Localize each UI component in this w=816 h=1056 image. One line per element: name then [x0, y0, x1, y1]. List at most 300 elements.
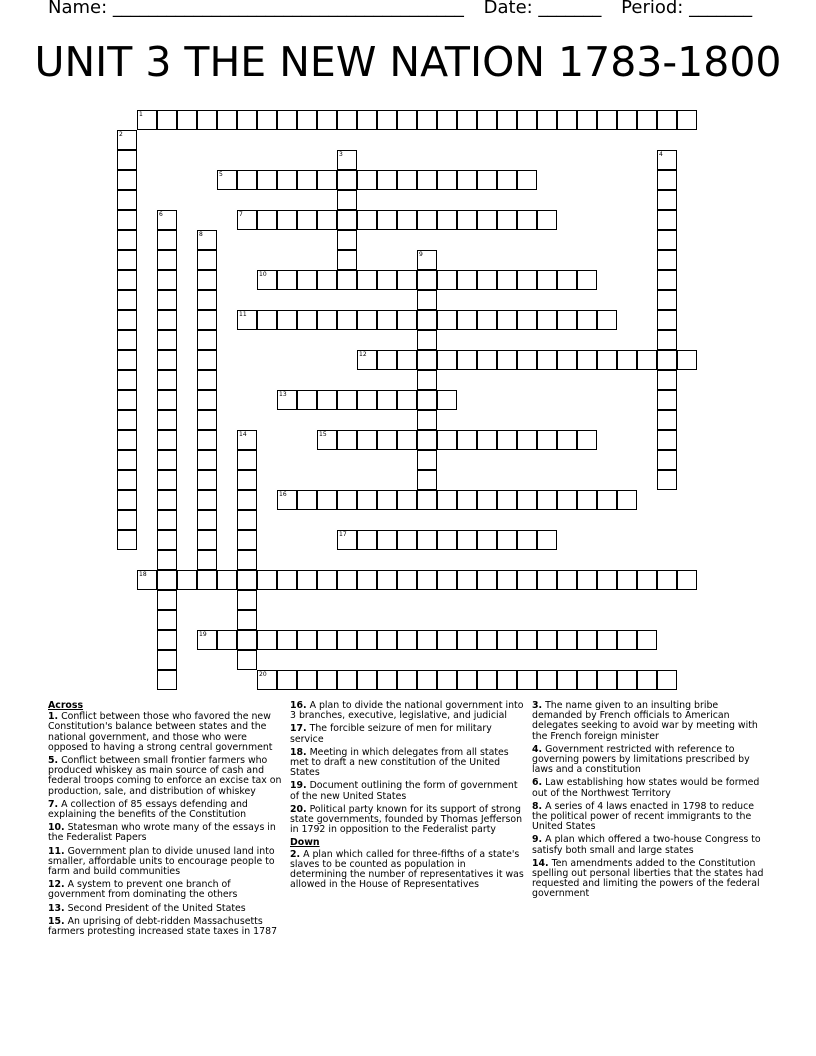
grid-cell[interactable] [277, 310, 297, 330]
grid-cell[interactable] [197, 390, 217, 410]
grid-cell[interactable] [657, 150, 677, 170]
grid-cell[interactable] [397, 210, 417, 230]
grid-cell[interactable] [157, 210, 177, 230]
grid-cell[interactable] [317, 570, 337, 590]
grid-cell[interactable] [117, 370, 137, 390]
grid-cell[interactable] [117, 130, 137, 150]
grid-cell[interactable] [197, 230, 217, 250]
grid-cell[interactable] [157, 670, 177, 690]
grid-cell[interactable] [377, 110, 397, 130]
grid-cell[interactable] [437, 430, 457, 450]
grid-cell[interactable] [497, 490, 517, 510]
grid-cell[interactable] [317, 390, 337, 410]
grid-cell[interactable] [417, 290, 437, 310]
grid-cell[interactable] [477, 430, 497, 450]
grid-cell[interactable] [277, 110, 297, 130]
grid-cell[interactable] [397, 110, 417, 130]
grid-cell[interactable] [157, 550, 177, 570]
grid-cell[interactable] [377, 490, 397, 510]
grid-cell[interactable] [517, 270, 537, 290]
grid-cell[interactable] [197, 330, 217, 350]
grid-cell[interactable] [317, 630, 337, 650]
grid-cell[interactable] [657, 370, 677, 390]
grid-cell[interactable] [157, 650, 177, 670]
grid-cell[interactable] [537, 670, 557, 690]
grid-cell[interactable] [437, 170, 457, 190]
grid-cell[interactable] [657, 570, 677, 590]
grid-cell[interactable] [317, 210, 337, 230]
grid-cell[interactable] [477, 210, 497, 230]
grid-cell[interactable] [137, 570, 157, 590]
grid-cell[interactable] [257, 570, 277, 590]
grid-cell[interactable] [277, 630, 297, 650]
grid-cell[interactable] [237, 650, 257, 670]
grid-cell[interactable] [437, 310, 457, 330]
grid-cell[interactable] [117, 490, 137, 510]
grid-cell[interactable] [657, 470, 677, 490]
grid-cell[interactable] [117, 310, 137, 330]
grid-cell[interactable] [257, 670, 277, 690]
grid-cell[interactable] [197, 270, 217, 290]
grid-cell[interactable] [537, 210, 557, 230]
grid-cell[interactable] [417, 350, 437, 370]
grid-cell[interactable] [557, 490, 577, 510]
grid-cell[interactable] [417, 670, 437, 690]
grid-cell[interactable] [117, 270, 137, 290]
grid-cell[interactable] [197, 450, 217, 470]
grid-cell[interactable] [297, 270, 317, 290]
grid-cell[interactable] [497, 530, 517, 550]
grid-cell[interactable] [377, 630, 397, 650]
grid-cell[interactable] [677, 350, 697, 370]
grid-cell[interactable] [417, 470, 437, 490]
grid-cell[interactable] [457, 670, 477, 690]
grid-cell[interactable] [657, 390, 677, 410]
grid-cell[interactable] [137, 110, 157, 130]
grid-cell[interactable] [497, 570, 517, 590]
grid-cell[interactable] [297, 570, 317, 590]
grid-cell[interactable] [357, 170, 377, 190]
grid-cell[interactable] [597, 310, 617, 330]
grid-cell[interactable] [397, 350, 417, 370]
grid-cell[interactable] [617, 350, 637, 370]
grid-cell[interactable] [477, 310, 497, 330]
grid-cell[interactable] [117, 170, 137, 190]
grid-cell[interactable] [157, 570, 177, 590]
grid-cell[interactable] [297, 170, 317, 190]
grid-cell[interactable] [317, 270, 337, 290]
grid-cell[interactable] [357, 430, 377, 450]
grid-cell[interactable] [657, 230, 677, 250]
grid-cell[interactable] [157, 330, 177, 350]
grid-cell[interactable] [397, 430, 417, 450]
grid-cell[interactable] [537, 310, 557, 330]
grid-cell[interactable] [317, 430, 337, 450]
grid-cell[interactable] [597, 570, 617, 590]
grid-cell[interactable] [117, 250, 137, 270]
grid-cell[interactable] [277, 390, 297, 410]
grid-cell[interactable] [237, 430, 257, 450]
grid-cell[interactable] [637, 110, 657, 130]
grid-cell[interactable] [517, 490, 537, 510]
grid-cell[interactable] [577, 670, 597, 690]
grid-cell[interactable] [257, 270, 277, 290]
grid-cell[interactable] [537, 350, 557, 370]
grid-cell[interactable] [197, 110, 217, 130]
grid-cell[interactable] [417, 310, 437, 330]
grid-cell[interactable] [157, 590, 177, 610]
grid-cell[interactable] [157, 110, 177, 130]
grid-cell[interactable] [117, 350, 137, 370]
grid-cell[interactable] [677, 110, 697, 130]
grid-cell[interactable] [197, 470, 217, 490]
grid-cell[interactable] [497, 350, 517, 370]
grid-cell[interactable] [357, 530, 377, 550]
grid-cell[interactable] [457, 350, 477, 370]
grid-cell[interactable] [377, 530, 397, 550]
grid-cell[interactable] [197, 510, 217, 530]
grid-cell[interactable] [657, 190, 677, 210]
grid-cell[interactable] [517, 310, 537, 330]
grid-cell[interactable] [437, 350, 457, 370]
grid-cell[interactable] [477, 270, 497, 290]
grid-cell[interactable] [237, 450, 257, 470]
grid-cell[interactable] [657, 270, 677, 290]
grid-cell[interactable] [637, 670, 657, 690]
grid-cell[interactable] [457, 630, 477, 650]
grid-cell[interactable] [657, 310, 677, 330]
grid-cell[interactable] [517, 110, 537, 130]
grid-cell[interactable] [437, 530, 457, 550]
grid-cell[interactable] [397, 310, 417, 330]
grid-cell[interactable] [437, 630, 457, 650]
grid-cell[interactable] [417, 330, 437, 350]
grid-cell[interactable] [497, 210, 517, 230]
grid-cell[interactable] [157, 490, 177, 510]
grid-cell[interactable] [517, 530, 537, 550]
grid-cell[interactable] [317, 170, 337, 190]
grid-cell[interactable] [657, 170, 677, 190]
grid-cell[interactable] [337, 230, 357, 250]
grid-cell[interactable] [377, 430, 397, 450]
grid-cell[interactable] [377, 170, 397, 190]
grid-cell[interactable] [657, 330, 677, 350]
grid-cell[interactable] [197, 350, 217, 370]
grid-cell[interactable] [157, 630, 177, 650]
grid-cell[interactable] [157, 270, 177, 290]
grid-cell[interactable] [337, 210, 357, 230]
grid-cell[interactable] [477, 670, 497, 690]
grid-cell[interactable] [117, 150, 137, 170]
grid-cell[interactable] [377, 390, 397, 410]
grid-cell[interactable] [277, 570, 297, 590]
grid-cell[interactable] [157, 250, 177, 270]
grid-cell[interactable] [237, 510, 257, 530]
grid-cell[interactable] [577, 490, 597, 510]
grid-cell[interactable] [257, 170, 277, 190]
grid-cell[interactable] [537, 630, 557, 650]
grid-cell[interactable] [357, 570, 377, 590]
grid-cell[interactable] [417, 270, 437, 290]
grid-cell[interactable] [337, 250, 357, 270]
grid-cell[interactable] [557, 110, 577, 130]
grid-cell[interactable] [237, 170, 257, 190]
grid-cell[interactable] [197, 370, 217, 390]
grid-cell[interactable] [237, 110, 257, 130]
grid-cell[interactable] [577, 270, 597, 290]
grid-cell[interactable] [217, 170, 237, 190]
grid-cell[interactable] [657, 210, 677, 230]
grid-cell[interactable] [377, 310, 397, 330]
grid-cell[interactable] [157, 470, 177, 490]
grid-cell[interactable] [477, 110, 497, 130]
grid-cell[interactable] [237, 590, 257, 610]
grid-cell[interactable] [337, 430, 357, 450]
grid-cell[interactable] [357, 110, 377, 130]
grid-cell[interactable] [497, 170, 517, 190]
grid-cell[interactable] [197, 550, 217, 570]
grid-cell[interactable] [597, 110, 617, 130]
grid-cell[interactable] [517, 170, 537, 190]
grid-cell[interactable] [677, 570, 697, 590]
grid-cell[interactable] [557, 270, 577, 290]
grid-cell[interactable] [637, 570, 657, 590]
grid-cell[interactable] [357, 210, 377, 230]
grid-cell[interactable] [117, 410, 137, 430]
grid-cell[interactable] [617, 670, 637, 690]
grid-cell[interactable] [417, 530, 437, 550]
grid-cell[interactable] [337, 390, 357, 410]
grid-cell[interactable] [617, 110, 637, 130]
grid-cell[interactable] [377, 670, 397, 690]
grid-cell[interactable] [637, 350, 657, 370]
grid-cell[interactable] [577, 430, 597, 450]
grid-cell[interactable] [417, 170, 437, 190]
grid-cell[interactable] [117, 430, 137, 450]
grid-cell[interactable] [657, 250, 677, 270]
grid-cell[interactable] [297, 490, 317, 510]
grid-cell[interactable] [457, 530, 477, 550]
grid-cell[interactable] [477, 630, 497, 650]
grid-cell[interactable] [437, 110, 457, 130]
grid-cell[interactable] [297, 670, 317, 690]
grid-cell[interactable] [497, 670, 517, 690]
grid-cell[interactable] [337, 490, 357, 510]
grid-cell[interactable] [537, 110, 557, 130]
grid-cell[interactable] [357, 390, 377, 410]
grid-cell[interactable] [197, 570, 217, 590]
grid-cell[interactable] [157, 610, 177, 630]
grid-cell[interactable] [497, 110, 517, 130]
grid-cell[interactable] [557, 430, 577, 450]
grid-cell[interactable] [497, 310, 517, 330]
grid-cell[interactable] [337, 190, 357, 210]
grid-cell[interactable] [537, 530, 557, 550]
grid-cell[interactable] [317, 310, 337, 330]
grid-cell[interactable] [417, 450, 437, 470]
grid-cell[interactable] [157, 530, 177, 550]
grid-cell[interactable] [177, 110, 197, 130]
grid-cell[interactable] [157, 510, 177, 530]
grid-cell[interactable] [297, 630, 317, 650]
grid-cell[interactable] [497, 270, 517, 290]
grid-cell[interactable] [657, 350, 677, 370]
grid-cell[interactable] [297, 390, 317, 410]
grid-cell[interactable] [397, 630, 417, 650]
grid-cell[interactable] [337, 630, 357, 650]
grid-cell[interactable] [417, 250, 437, 270]
grid-cell[interactable] [417, 210, 437, 230]
grid-cell[interactable] [377, 270, 397, 290]
grid-cell[interactable] [377, 210, 397, 230]
grid-cell[interactable] [337, 170, 357, 190]
grid-cell[interactable] [477, 170, 497, 190]
grid-cell[interactable] [657, 290, 677, 310]
grid-cell[interactable] [597, 490, 617, 510]
grid-cell[interactable] [537, 490, 557, 510]
grid-cell[interactable] [477, 570, 497, 590]
grid-cell[interactable] [337, 150, 357, 170]
grid-cell[interactable] [237, 610, 257, 630]
grid-cell[interactable] [337, 110, 357, 130]
grid-cell[interactable] [397, 530, 417, 550]
grid-cell[interactable] [197, 430, 217, 450]
grid-cell[interactable] [417, 490, 437, 510]
grid-cell[interactable] [317, 490, 337, 510]
grid-cell[interactable] [437, 570, 457, 590]
grid-cell[interactable] [117, 450, 137, 470]
grid-cell[interactable] [417, 370, 437, 390]
grid-cell[interactable] [177, 570, 197, 590]
grid-cell[interactable] [437, 210, 457, 230]
grid-cell[interactable] [557, 570, 577, 590]
grid-cell[interactable] [357, 350, 377, 370]
grid-cell[interactable] [597, 670, 617, 690]
grid-cell[interactable] [657, 430, 677, 450]
grid-cell[interactable] [477, 350, 497, 370]
period-field-label[interactable]: Period: _______ [621, 0, 753, 18]
grid-cell[interactable] [397, 490, 417, 510]
grid-cell[interactable] [437, 390, 457, 410]
grid-cell[interactable] [297, 310, 317, 330]
grid-cell[interactable] [217, 570, 237, 590]
grid-cell[interactable] [417, 410, 437, 430]
grid-cell[interactable] [377, 350, 397, 370]
name-field-label[interactable]: Name: _______________________________________ [48, 0, 464, 18]
grid-cell[interactable] [217, 110, 237, 130]
grid-cell[interactable] [157, 350, 177, 370]
grid-cell[interactable] [117, 510, 137, 530]
grid-cell[interactable] [277, 270, 297, 290]
grid-cell[interactable] [237, 310, 257, 330]
grid-cell[interactable] [317, 670, 337, 690]
grid-cell[interactable] [237, 530, 257, 550]
grid-cell[interactable] [437, 490, 457, 510]
grid-cell[interactable] [257, 630, 277, 650]
grid-cell[interactable] [357, 490, 377, 510]
grid-cell[interactable] [337, 270, 357, 290]
grid-cell[interactable] [557, 670, 577, 690]
grid-cell[interactable] [617, 490, 637, 510]
grid-cell[interactable] [157, 310, 177, 330]
grid-cell[interactable] [197, 530, 217, 550]
grid-cell[interactable] [657, 670, 677, 690]
grid-cell[interactable] [157, 450, 177, 470]
grid-cell[interactable] [457, 110, 477, 130]
grid-cell[interactable] [657, 450, 677, 470]
grid-cell[interactable] [417, 570, 437, 590]
grid-cell[interactable] [517, 210, 537, 230]
grid-cell[interactable] [437, 270, 457, 290]
grid-cell[interactable] [237, 490, 257, 510]
grid-cell[interactable] [297, 210, 317, 230]
grid-cell[interactable] [357, 310, 377, 330]
grid-cell[interactable] [357, 630, 377, 650]
date-field-label[interactable]: Date: _______ [483, 0, 602, 18]
grid-cell[interactable] [157, 410, 177, 430]
grid-cell[interactable] [517, 630, 537, 650]
grid-cell[interactable] [157, 290, 177, 310]
grid-cell[interactable] [117, 210, 137, 230]
grid-cell[interactable] [117, 390, 137, 410]
grid-cell[interactable] [537, 270, 557, 290]
grid-cell[interactable] [117, 190, 137, 210]
grid-cell[interactable] [557, 310, 577, 330]
grid-cell[interactable] [277, 490, 297, 510]
grid-cell[interactable] [417, 390, 437, 410]
grid-cell[interactable] [597, 350, 617, 370]
grid-cell[interactable] [577, 310, 597, 330]
grid-cell[interactable] [517, 570, 537, 590]
grid-cell[interactable] [157, 390, 177, 410]
grid-cell[interactable] [537, 570, 557, 590]
grid-cell[interactable] [117, 470, 137, 490]
grid-cell[interactable] [477, 490, 497, 510]
grid-cell[interactable] [157, 430, 177, 450]
grid-cell[interactable] [277, 170, 297, 190]
grid-cell[interactable] [397, 270, 417, 290]
grid-cell[interactable] [477, 530, 497, 550]
grid-cell[interactable] [577, 110, 597, 130]
grid-cell[interactable] [657, 110, 677, 130]
grid-cell[interactable] [457, 430, 477, 450]
grid-cell[interactable] [457, 210, 477, 230]
grid-cell[interactable] [317, 110, 337, 130]
grid-cell[interactable] [197, 490, 217, 510]
grid-cell[interactable] [457, 270, 477, 290]
grid-cell[interactable] [197, 290, 217, 310]
grid-cell[interactable] [457, 310, 477, 330]
grid-cell[interactable] [337, 670, 357, 690]
grid-cell[interactable] [417, 630, 437, 650]
grid-cell[interactable] [397, 390, 417, 410]
grid-cell[interactable] [197, 630, 217, 650]
grid-cell[interactable] [397, 170, 417, 190]
grid-cell[interactable] [217, 630, 237, 650]
grid-cell[interactable] [497, 430, 517, 450]
grid-cell[interactable] [597, 630, 617, 650]
grid-cell[interactable] [657, 410, 677, 430]
grid-cell[interactable] [257, 110, 277, 130]
grid-cell[interactable] [197, 310, 217, 330]
grid-cell[interactable] [537, 430, 557, 450]
grid-cell[interactable] [397, 670, 417, 690]
grid-cell[interactable] [277, 670, 297, 690]
grid-cell[interactable] [557, 350, 577, 370]
grid-cell[interactable] [297, 110, 317, 130]
grid-cell[interactable] [237, 630, 257, 650]
grid-cell[interactable] [357, 670, 377, 690]
